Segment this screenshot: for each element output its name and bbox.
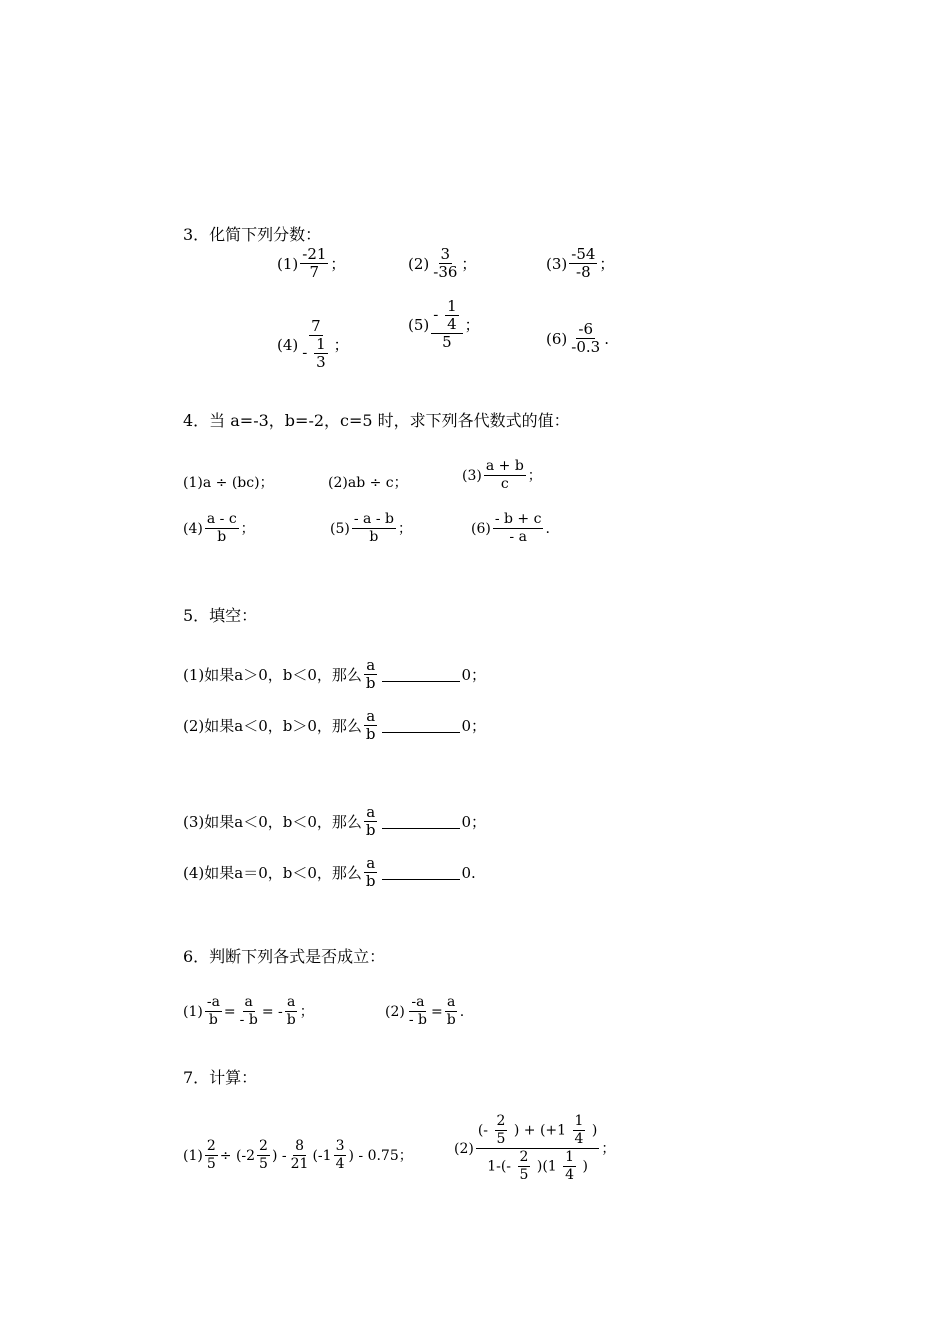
q3-item-6: (6) $\frac{-6}{-0.3}$ . [546,320,609,356]
q7-item-2: (2) (- $\frac{2}{5}$ ) + (+1 $\frac{1}{4}$ ) 1-(- $\frac{2}{5}$ )(1 $\frac{1}{4}$ ) ； [454,1113,616,1183]
q4-item-1: (1) a ÷ (bc) ； [183,475,274,491]
q4-item-4: (4) $\frac{a - c}{b}$ ； [183,511,255,545]
q7-title: 7．计算： [183,1068,258,1087]
q6-item-1: (1) $\frac{-a}{b}$ = $\frac{a}{- b}$ = - $\frac{a}{b}$ ； [183,994,314,1028]
q5-item-4: (4)如果a＝0，b＜0，那么 $\frac{a}{b}$ 0. [183,854,476,890]
answer-blank[interactable] [382,718,460,733]
q6-title: 6．判断下列各式是否成立： [183,947,386,966]
answer-blank[interactable] [382,814,460,829]
q3-item-3: (3) $\frac{-54}{-8}$ ； [546,245,615,281]
q5-item-1: (1)如果a＞0，b＜0，那么 $\frac{a}{b}$ 0； [183,656,487,692]
q4-item-2: (2) ab ÷ c ； [328,475,408,491]
q4-item-6: (6) $\frac{- b + c}{- a}$ . [471,511,550,545]
q3-title: 3．化简下列分数： [183,225,322,244]
q3-item-4: (4) 7 - $\frac{1}{3}$ ； [277,317,349,371]
q4-item-3: (3) $\frac{a + b}{c}$ ； [462,458,542,492]
q4-title: 4．当 a=-3，b=-2，c=5 时，求下列各代数式的值： [183,411,570,430]
q3-item-5: (5) - $\frac{1}{4}$ 5 ； [408,297,480,351]
q6-item-2: (2) $\frac{-a}{- b}$ = $\frac{a}{b}$ . [385,994,465,1028]
answer-blank[interactable] [382,865,460,880]
q5-item-3: (3)如果a＜0，b＜0，那么 $\frac{a}{b}$ 0； [183,803,487,839]
q3-item-1: (1) $\frac{-21}{7}$ ； [277,245,346,281]
q5-item-2: (2)如果a＜0，b＞0，那么 $\frac{a}{b}$ 0； [183,707,487,743]
q3-item-2: (2) $\frac{3}{-36}$ ； [408,245,477,281]
answer-blank[interactable] [382,667,460,682]
q4-item-5: (5) $\frac{- a - b}{b}$ ； [330,511,412,545]
q5-title: 5．填空： [183,606,258,625]
q7-item-1: (1) $\frac{2}{5}$ ÷ (-2 $\frac{2}{5}$ ) - $\frac{8}{21}$ (-1 $\frac{3}{4}$ ) - 0.75； [183,1138,413,1172]
